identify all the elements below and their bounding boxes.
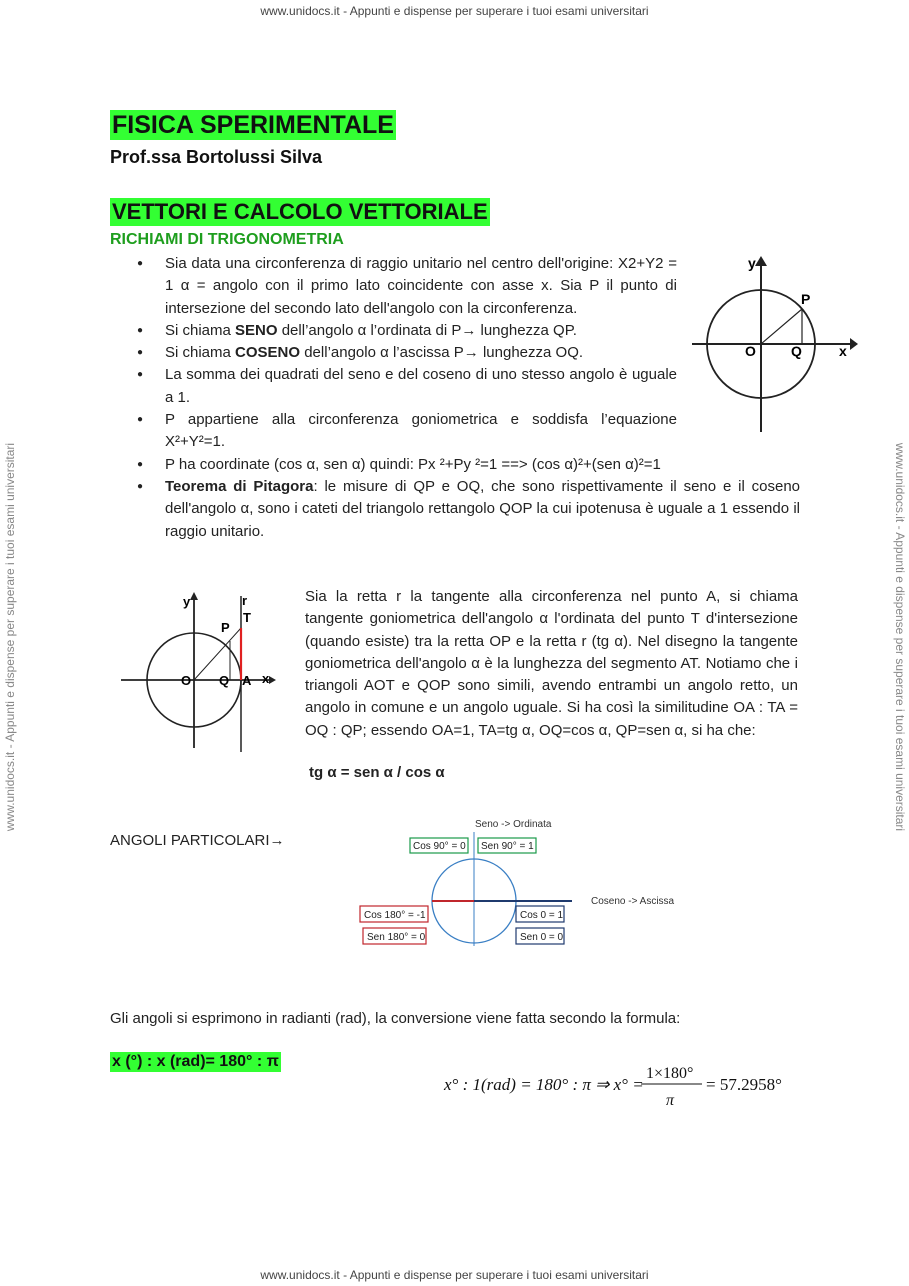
watermark-left: www.unidocs.it - Appunti e dispense per superare i tuoi esami universitari [3, 442, 17, 832]
bullet-item: ● Sia data una circonferenza di raggio unitario nel centro dell'origine: X2+Y2 = 1 α = angolo con il primo lato coincidente con asse x. Sia P il punto di intersezione del secondo lato dell'angolo con la circonferenza. [136, 253, 677, 320]
cos180-label: Cos 180° = -1 [364, 910, 426, 921]
watermark-right: www.unidocs.it - Appunti e dispense per superare i tuoi esami universitari [893, 442, 907, 832]
coseno-axis-label: Coseno -> Ascissa [591, 896, 675, 907]
point-o-label: O [181, 673, 192, 688]
bullet-item: ● Si chiama COSENO dell’angolo α l’ascissa P→ lunghezza OQ. [136, 342, 677, 364]
professor-name: Prof.ssa Bortolussi Silva [110, 147, 323, 167]
tangent-formula: tg α = sen α / cos α [309, 764, 445, 781]
sen0-label: Sen 0 = 0 [520, 932, 564, 943]
particular-angles-diagram [358, 812, 688, 954]
tangent-diagram [113, 588, 281, 758]
equation-numerator: 1×180° [646, 1065, 694, 1082]
sen90-label: Sen 90° = 1 [481, 841, 534, 852]
point-q-label: Q [791, 343, 802, 359]
point-p-label: P [221, 620, 230, 635]
bullet-item: ● Teorema di Pitagora: le misure di QP e OQ, che sono rispettivamente il seno e il coseno dell'angolo α, sono i cateti del triangolo rettangolo QOP la cui ipotenusa è uguale a 1 essendo il raggio unitario. [136, 476, 800, 543]
equation-right: = 57.2958° [706, 1075, 782, 1094]
unit-circle-diagram [688, 252, 860, 434]
bullet-item: ● Si chiama SENO dell’angolo α l’ordinata di P→ lunghezza QP. [136, 320, 677, 342]
bullet-item: ● P ha coordinate (cos α, sen α) quindi: Px ²+Py ²=1 ==> (cos α)²+(sen α)²=1 [136, 454, 800, 476]
conversion-formula: x (°) : x (rad)= 180° : π [112, 1053, 279, 1070]
bullet-item: ● P appartiene alla circonferenza goniometrica e soddisfa l’equazione X²+Y²=1. [136, 409, 677, 454]
section-subtitle: RICHIAMI DI TRIGONOMETRIA [110, 231, 344, 248]
cos90-label: Cos 90° = 0 [413, 841, 466, 852]
section-title: VETTORI E CALCOLO VETTORIALE [112, 199, 488, 224]
equation-denominator: π [666, 1092, 675, 1109]
radian-equation [440, 1058, 790, 1114]
conversion-text: Gli angoli si esprimono in radianti (rad), la conversione viene fatta secondo la formula: [110, 1010, 681, 1027]
bullet-item: ● La somma dei quadrati del seno e del coseno di uno stesso angolo è uguale a 1. [136, 364, 677, 409]
document-title: FISICA SPERIMENTALE [112, 111, 394, 139]
cos0-label: Cos 0 = 1 [520, 910, 564, 921]
sen180-label: Sen 180° = 0 [367, 932, 426, 943]
tangent-paragraph: Sia la retta r la tangente alla circonferenza nel punto A, si chiama tangente goniometrica dell'angolo α l'ordinata del punto T d'intersezione (quando esiste) tra la retta OP e la retta r (tg α). Nel disegno la tangente goniometrica dell'angolo α è la lunghezza del segmento AT. Notiamo che i triangoli AOT e QOP sono simili, avendo entrambi un angolo retto, un angolo in comune e un angolo uguale. Si ha così la similitudine OA : TA = OQ : QP; essendo OA=1, TA=tg α, OQ=cos α, QP=sen α, si ha che: [305, 588, 798, 739]
point-o-label: O [745, 343, 756, 359]
watermark-bottom: www.unidocs.it - Appunti e dispense per superare i tuoi esami universitari [260, 1268, 649, 1282]
point-q-label: Q [219, 673, 230, 688]
axis-y-label: y [748, 255, 756, 271]
watermark-top: www.unidocs.it - Appunti e dispense per superare i tuoi esami universitari [260, 4, 649, 18]
point-a-label: A [242, 673, 252, 688]
axis-x-label: x [262, 671, 270, 686]
line-r-label: r [242, 593, 248, 608]
equation-left: x° : 1(rad) = 180° : π ⇒ x° = [444, 1075, 644, 1094]
axis-x-label: x [839, 343, 847, 359]
seno-axis-label: Seno -> Ordinata [475, 819, 552, 830]
point-t-label: T [243, 610, 251, 625]
angles-label: ANGOLI PARTICOLARI→ [110, 832, 285, 849]
axis-y-label: y [183, 594, 191, 609]
point-p-label: P [801, 291, 811, 307]
